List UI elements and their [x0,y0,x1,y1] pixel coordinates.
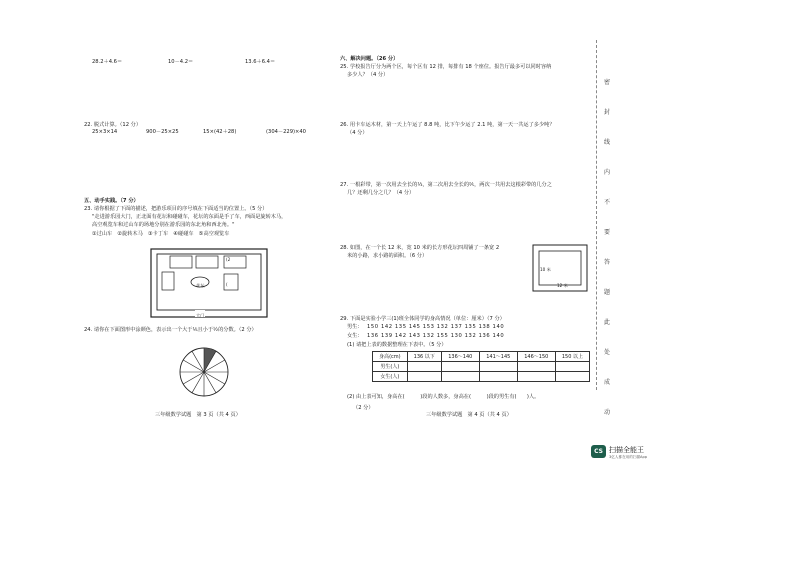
seal-char: 处 [603,349,610,356]
row-label-girls: 女生(人) [373,372,408,382]
table-header-cell: 身高(cm) [373,352,408,362]
fraction-circle [178,346,230,398]
q25-line-1: 25. 学校报告厅分为两个区，每个区有 12 排，每排有 18 个座位。报告厅最多可以同时容纳 [340,64,552,70]
seal-char: 密 [603,79,610,86]
table-cell[interactable] [479,362,517,372]
q22-item-4: (304－229)×40 [266,129,306,135]
seal-line-text [602,78,612,438]
table-header-cell: 136～140 [441,352,479,362]
seal-char: 线 [603,139,610,146]
seal-char: 封 [603,109,610,116]
height-table [372,351,590,382]
watermark-subtitle: 3亿人都在用的扫描App [609,455,648,459]
table-header-cell: 146～150 [517,352,555,362]
calc-item-2: 10－4.2＝ [168,59,194,65]
q29-part2-score: （2 分） [353,405,374,411]
map-mark-1: (2 [226,257,231,262]
q23-options: ①过山车 ②旋转木马 ③卡丁车 ④碰碰车 ⑤高空观览车 [92,231,230,237]
table-cell[interactable] [407,372,441,382]
section5-heading: 五、动手实践。（7 分） [84,198,139,204]
table-row [373,372,590,382]
park-map [150,248,268,318]
q22-item-3: 15×(42＋28) [203,129,237,135]
camscanner-logo-icon: CS [591,445,606,458]
table-cell[interactable] [517,372,555,382]
q22-item-2: 900－25×25 [146,129,179,135]
table-cell[interactable] [441,372,479,382]
q28-line-1: 28. 如图，在一个长 12 米，宽 10 米的长方形花坛四周铺了一条宽 2 [340,245,500,251]
q22-title: 22. 脱式计算。（12 分） [84,122,142,128]
page4-footer: 三年级数学试题 第 4 页（共 4 页） [426,412,512,418]
q24-text: 24. 请你在下面图形中涂颜色，表示出一个大于⅙且小于½的分数。（2 分） [84,327,257,333]
seal-char: 内 [603,169,610,176]
table-header-row [373,352,590,362]
girls-heights: 136 139 142 143 132 155 130 132 136 140 [367,333,505,339]
row-label-boys: 男生(人) [373,362,408,372]
q26-line-2: （4 分） [347,130,368,136]
page3-footer: 三年级数学试题 第 3 页（共 4 页） [155,412,241,418]
map-gate-label: 大门 [196,313,205,318]
seal-char: 成 [603,379,610,386]
table-header-cell: 136 以下 [407,352,441,362]
watermark-title: 扫描全能王 [609,446,644,454]
q23-desc-1: "走进游乐园大门，正北面有花坛和碰碰车，花坛的东面是手了车，西面是旋转木马， [92,214,287,220]
table-header-cell: 150 以上 [555,352,589,362]
seal-char: 答 [603,259,610,266]
table-cell[interactable] [441,362,479,372]
table-header-cell: 141～145 [479,352,517,362]
q27-line-2: 几？还剩几分之几？（4 分） [347,190,415,196]
boys-heights: 150 142 135 145 153 132 137 135 138 140 [367,324,505,330]
table-row [373,362,590,372]
q27-line-1: 27. 一根彩带，第一次用去全长的⅓，第二次用去全长的⅖，两次一共用去这根彩带的几分之 [340,182,552,188]
table-cell[interactable] [407,362,441,372]
map-mark-2: ( [226,282,228,287]
q29-part1: (1) 请把上表的数据整理在下表中。（5 分） [347,342,447,348]
calc-item-3: 13.6＋6.4＝ [245,59,276,65]
seal-char: 不 [603,199,610,206]
q29-title: 29. 下面是实验小学三(1)班全体同学的身高情况（单位：厘米）（7 分） [340,316,505,322]
table-cell[interactable] [517,362,555,372]
map-center-label: 花坛 [196,283,205,288]
q29-part2: (2) 由上表可知，身高在( )段的人数多，身高在( )段的男生有( )人。 [347,394,540,400]
q23-desc-2: 高空观览车和过山车的场地分别在游乐园的东北角和西北角。" [92,222,235,228]
table-cell[interactable] [479,372,517,382]
q26-line-1: 26. 用卡车运木材，第一天上午运了 8.8 吨，比下午少运了 2.1 吨，第一天一共运了多少吨？ [340,122,555,128]
table-cell[interactable] [555,362,589,372]
girls-label: 女生： [347,333,363,339]
seal-char: 要 [603,229,610,236]
q22-item-1: 25×3×14 [92,129,118,135]
seal-char: 此 [603,319,610,326]
q23-title: 23. 请你根据了下面的描述，把游乐项目的序号填在下面适当的位置上。（5 分） [84,206,268,212]
seal-line [596,40,597,390]
figure-length-label: 12 米 [557,283,568,288]
seal-char: 动 [603,409,610,416]
table-cell[interactable] [555,372,589,382]
seal-char: 题 [603,289,610,296]
calc-item-1: 28.2＋4.6＝ [92,59,123,65]
q25-line-2: 多少人？（4 分） [347,72,389,78]
section6-heading: 六、解决问题。（26 分） [340,56,399,62]
boys-label: 男生： [347,324,363,330]
q28-line-2: 米的小路，求小路的面积。（6 分） [347,253,428,259]
figure-width-label: 10 米 [540,267,551,272]
